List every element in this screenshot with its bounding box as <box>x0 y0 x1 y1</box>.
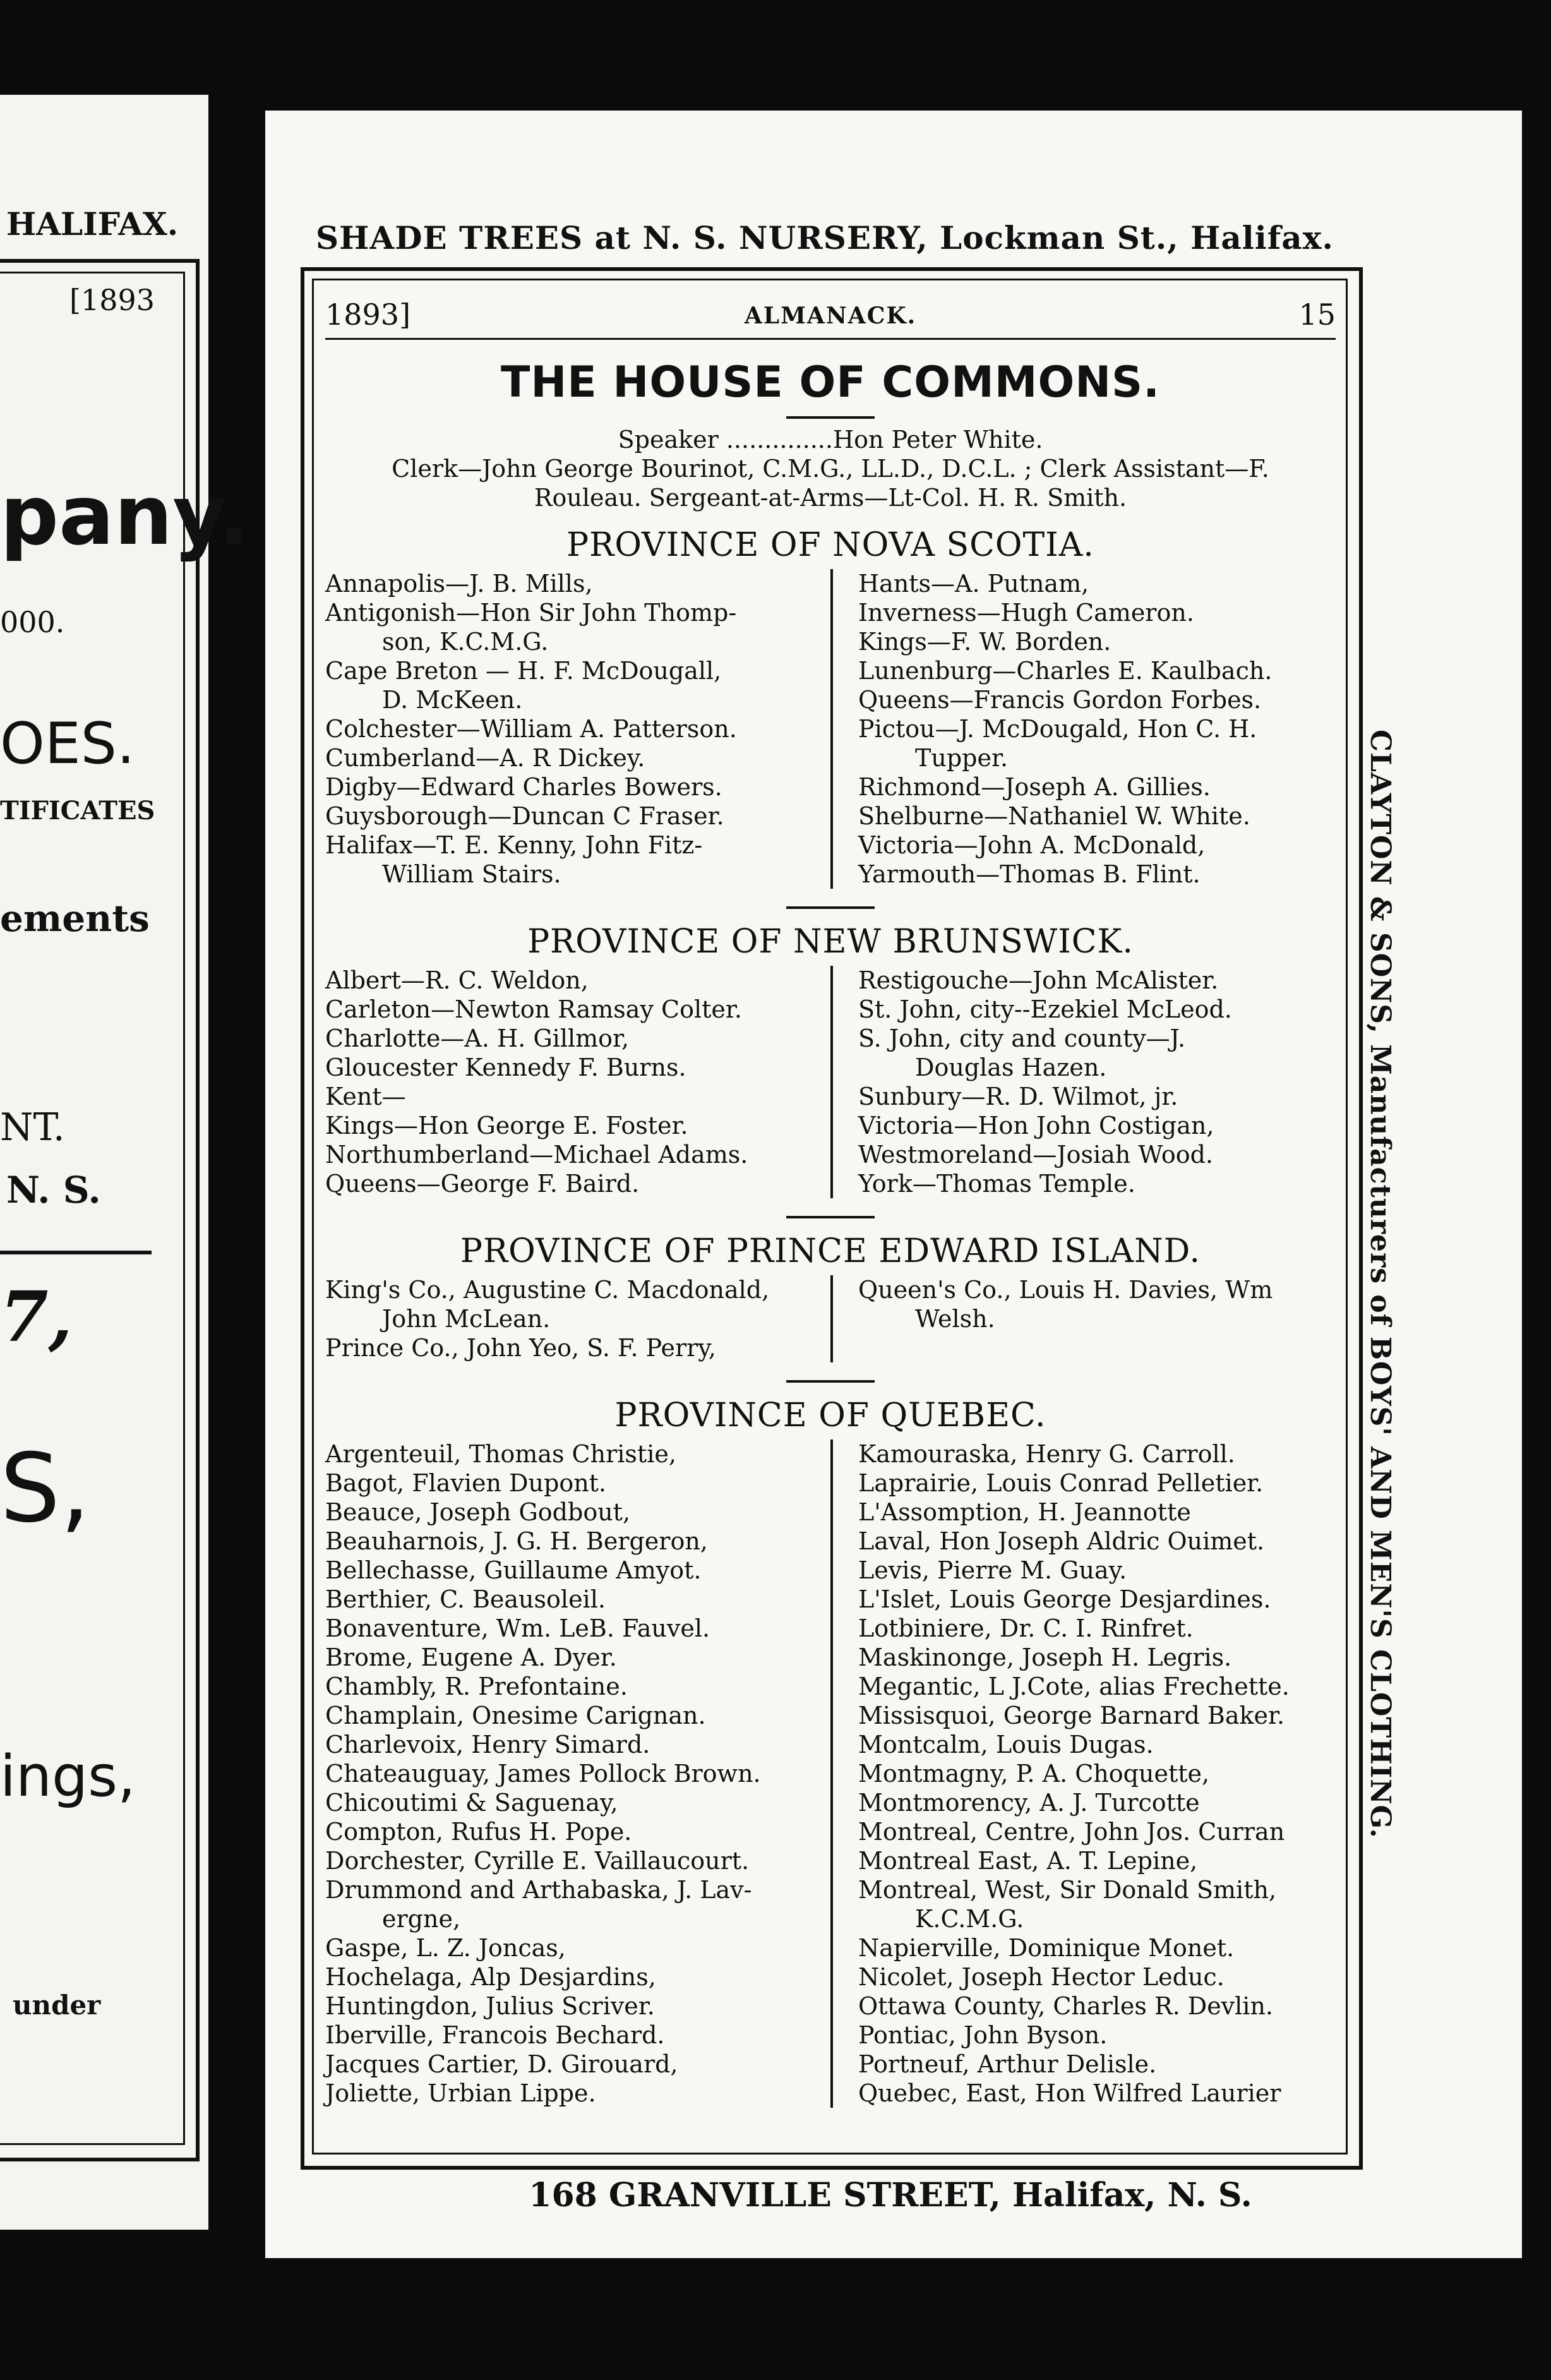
entry-line: Kings—F. W. Borden. <box>858 628 1111 656</box>
running-header <box>325 294 1336 340</box>
constituency-entry <box>325 1053 818 1082</box>
constituency-entry <box>858 2079 1336 2108</box>
constituency-entry <box>325 772 818 802</box>
entry-line: Bonaventure, Wm. LeB. Fauvel. <box>325 1614 710 1642</box>
left-fragment: TIFICATES <box>0 796 155 826</box>
province-heading: PROVINCE OF PRINCE EDWARD ISLAND. <box>460 1232 1201 1270</box>
column-left <box>325 569 830 889</box>
constituency-entry <box>858 966 1336 995</box>
constituency-entry <box>325 1527 818 1556</box>
constituency-entry <box>325 1111 818 1140</box>
left-page-fragment <box>0 95 250 2230</box>
entry-continuation: K.C.M.G. <box>915 1905 1024 1933</box>
constituency-entry <box>858 1111 1336 1140</box>
constituency-entry <box>858 1556 1336 1585</box>
entry-line: Jacques Cartier, D. Girouard, <box>325 2050 678 2078</box>
entry-line: Maskinonge, Joseph H. Legris. <box>858 1644 1232 1671</box>
entry-line: Restigouche—John McAlister. <box>858 966 1219 994</box>
entry-continuation: Welsh. <box>915 1305 995 1333</box>
province-columns <box>325 1439 1336 2108</box>
entry-continuation: John McLean. <box>382 1305 551 1333</box>
column-left <box>325 1275 830 1362</box>
constituency-entry <box>325 1992 818 2021</box>
entry-continuation: ergne, <box>382 1905 461 1933</box>
constituency-entry <box>325 1140 818 1169</box>
constituency-entry <box>325 1469 818 1498</box>
constituency-entry <box>858 831 1336 860</box>
constituency-entry <box>325 802 818 831</box>
province-heading: PROVINCE OF QUEBEC. <box>614 1397 1046 1434</box>
constituency-entry <box>325 1498 818 1527</box>
constituency-entry <box>325 1701 818 1730</box>
officers-block <box>325 425 1336 512</box>
constituency-entry <box>858 1527 1336 1556</box>
constituency-entry <box>325 1024 818 1053</box>
province-columns <box>325 966 1336 1198</box>
constituency-entry <box>858 1469 1336 1498</box>
entry-line: Digby—Edward Charles Bowers. <box>325 773 722 801</box>
entry-line: Halifax—T. E. Kenny, John Fitz- <box>325 831 703 859</box>
constituency-entry <box>858 1585 1336 1614</box>
constituency-entry <box>325 1672 818 1701</box>
entry-line: Napierville, Dominique Monet. <box>858 1934 1235 1962</box>
header-advertisement: SHADE TREES at N. S. NURSERY, Lockman St., Halifax. <box>316 219 1334 256</box>
constituency-entry <box>325 743 818 772</box>
page-title: THE HOUSE OF COMMONS. <box>501 358 1160 407</box>
constituency-entry <box>858 1614 1336 1643</box>
entry-line: Kings—Hon George E. Foster. <box>325 1112 688 1139</box>
constituency-entry <box>858 1788 1336 1817</box>
sergeant-line: Rouleau. Sergeant-at-Arms—Lt-Col. H. R. Smith. <box>534 484 1127 512</box>
entry-continuation: Douglas Hazen. <box>915 1054 1107 1081</box>
constituency-entry <box>858 1082 1336 1111</box>
speaker-line: Speaker ..............Hon Peter White. <box>618 426 1043 454</box>
left-fragment: N. S. <box>6 1169 101 1211</box>
constituency-entry <box>325 598 818 656</box>
constituency-entry <box>325 966 818 995</box>
entry-line: Lunenburg—Charles E. Kaulbach. <box>858 657 1273 685</box>
entry-line: Berthier, C. Beausoleil. <box>325 1585 606 1613</box>
constituency-entry <box>858 2021 1336 2050</box>
constituency-entry <box>325 1333 818 1362</box>
left-fragment: ings, <box>0 1743 136 1810</box>
entry-line: Montreal East, A. T. Lepine, <box>858 1847 1198 1875</box>
constituency-entry <box>858 1701 1336 1730</box>
constituency-entry <box>858 1140 1336 1169</box>
side-advertisement: CLAYTON & SONS, Manufacturers of BOYS' AND MEN'S CLOTHING. <box>1364 730 1396 1839</box>
constituency-entry <box>325 1817 818 1846</box>
entry-line: Cape Breton — H. F. McDougall, <box>325 657 722 685</box>
constituency-entry <box>325 2079 818 2108</box>
column-right <box>830 569 1336 889</box>
entry-continuation: William Stairs. <box>382 860 561 888</box>
constituency-entry <box>325 569 818 598</box>
entry-line: Chicoutimi & Saguenay, <box>325 1789 618 1817</box>
province-columns <box>325 1275 1336 1362</box>
entry-line: Beauce, Joseph Godbout, <box>325 1498 631 1526</box>
entry-line: Levis, Pierre M. Guay. <box>858 1556 1127 1584</box>
page-number: 15 <box>1298 298 1336 332</box>
entry-line: Shelburne—Nathaniel W. White. <box>858 802 1250 830</box>
entry-line: Laval, Hon Joseph Aldric Ouimet. <box>858 1527 1265 1555</box>
entry-line: Nicolet, Joseph Hector Leduc. <box>858 1963 1225 1991</box>
column-right <box>830 966 1336 1198</box>
constituency-entry <box>858 1498 1336 1527</box>
entry-line: Ottawa County, Charles R. Devlin. <box>858 1992 1274 2020</box>
constituency-entry <box>858 1439 1336 1469</box>
left-fragment: 000. <box>0 605 65 639</box>
constituency-entry <box>325 1556 818 1585</box>
section-rule <box>786 906 875 909</box>
entry-line: Montmorency, A. J. Turcotte <box>858 1789 1200 1817</box>
constituency-entry <box>325 1585 818 1614</box>
constituency-entry <box>858 569 1336 598</box>
left-fragment: NT. <box>0 1105 65 1150</box>
constituency-entry <box>858 802 1336 831</box>
entry-continuation: D. McKeen. <box>382 686 523 714</box>
entry-line: Portneuf, Arthur Delisle. <box>858 2050 1157 2078</box>
constituency-entry <box>325 1275 818 1333</box>
constituency-entry <box>858 1875 1336 1933</box>
entry-line: L'Islet, Louis George Desjardines. <box>858 1585 1271 1613</box>
constituency-entry <box>858 2050 1336 2079</box>
entry-line: Antigonish—Hon Sir John Thomp- <box>325 599 737 627</box>
constituency-entry <box>325 831 818 889</box>
entry-line: Bagot, Flavien Dupont. <box>325 1469 607 1497</box>
entry-line: Huntingdon, Julius Scriver. <box>325 1992 655 2020</box>
entry-line: Cumberland—A. R Dickey. <box>325 744 645 772</box>
entry-line: Prince Co., John Yeo, S. F. Perry, <box>325 1334 716 1362</box>
constituency-entry <box>858 1024 1336 1082</box>
entry-line: Albert—R. C. Weldon, <box>325 966 589 994</box>
entry-line: Dorchester, Cyrille E. Vaillaucourt. <box>325 1847 750 1875</box>
constituency-entry <box>325 1846 818 1875</box>
entry-line: Gloucester Kennedy F. Burns. <box>325 1054 686 1081</box>
left-fragment: [1893 <box>69 283 155 317</box>
constituency-entry <box>325 1788 818 1817</box>
entry-line: Charlevoix, Henry Simard. <box>325 1731 650 1758</box>
entry-line: Hants—A. Putnam, <box>858 570 1089 598</box>
left-fragment: S, <box>0 1434 90 1544</box>
entry-line: Queen's Co., Louis H. Davies, Wm <box>858 1276 1273 1304</box>
constituency-entry <box>858 1730 1336 1759</box>
constituency-entry <box>325 714 818 743</box>
entry-line: Guysborough—Duncan C Fraser. <box>325 802 724 830</box>
left-fragment: 7, <box>0 1276 73 1357</box>
constituency-entry <box>858 1846 1336 1875</box>
header-year: 1893] <box>325 298 411 332</box>
entry-line: Lotbiniere, Dr. C. I. Rinfret. <box>858 1614 1194 1642</box>
entry-line: Yarmouth—Thomas B. Flint. <box>858 860 1201 888</box>
entry-line: Joliette, Urbian Lippe. <box>325 2079 596 2107</box>
entry-line: Compton, Rufus H. Pope. <box>325 1818 632 1846</box>
entry-line: Kent— <box>325 1083 406 1110</box>
constituency-entry <box>858 1992 1336 2021</box>
entry-line: Carleton—Newton Ramsay Colter. <box>325 995 742 1023</box>
entry-line: St. John, city--Ezekiel McLeod. <box>858 995 1232 1023</box>
constituency-entry <box>858 714 1336 772</box>
constituency-entry <box>858 1672 1336 1701</box>
entry-line: Brome, Eugene A. Dyer. <box>325 1644 617 1671</box>
entry-line: L'Assomption, H. Jeannotte <box>858 1498 1191 1526</box>
entry-line: Victoria—John A. McDonald, <box>858 831 1206 859</box>
left-fragment: ements <box>0 897 150 940</box>
province-heading: PROVINCE OF NEW BRUNSWICK. <box>527 923 1134 961</box>
entry-line: Charlotte—A. H. Gillmor, <box>325 1025 630 1052</box>
entry-line: Pictou—J. McDougald, Hon C. H. <box>858 715 1257 743</box>
constituency-entry <box>325 1933 818 1962</box>
entry-line: Kamouraska, Henry G. Carroll. <box>858 1440 1235 1468</box>
entry-line: Montcalm, Louis Dugas. <box>858 1731 1154 1758</box>
entry-line: Sunbury—R. D. Wilmot, jr. <box>858 1083 1178 1110</box>
entry-line: Annapolis—J. B. Mills, <box>325 570 593 598</box>
section-rule <box>786 1380 875 1383</box>
constituency-entry <box>325 1730 818 1759</box>
constituency-entry <box>325 2021 818 2050</box>
entry-line: Montreal, Centre, John Jos. Curran <box>858 1818 1285 1846</box>
entry-line: Laprairie, Louis Conrad Pelletier. <box>858 1469 1264 1497</box>
constituency-entry <box>858 1817 1336 1846</box>
constituency-entry <box>858 1275 1336 1333</box>
entry-line: Beauharnois, J. G. H. Bergeron, <box>325 1527 708 1555</box>
entry-line: Richmond—Joseph A. Gillies. <box>858 773 1211 801</box>
entry-continuation: Tupper. <box>915 744 1009 772</box>
entry-line: Chateauguay, James Pollock Brown. <box>325 1760 761 1788</box>
entry-line: Queens—George F. Baird. <box>325 1170 640 1198</box>
entry-line: Iberville, Francois Bechard. <box>325 2021 665 2049</box>
column-right <box>830 1439 1336 2108</box>
entry-line: Pontiac, John Byson. <box>858 2021 1108 2049</box>
constituency-entry <box>858 1169 1336 1198</box>
constituency-entry <box>858 1643 1336 1672</box>
entry-line: Inverness—Hugh Cameron. <box>858 599 1194 627</box>
constituency-entry <box>325 995 818 1024</box>
entry-line: Northumberland—Michael Adams. <box>325 1141 748 1169</box>
constituency-entry <box>858 656 1336 685</box>
entry-continuation: son, K.C.M.G. <box>382 628 549 656</box>
entry-line: Megantic, L J.Cote, alias Frechette. <box>858 1673 1290 1700</box>
constituency-entry <box>858 1759 1336 1788</box>
column-left <box>325 1439 830 2108</box>
constituency-entry <box>858 860 1336 889</box>
entry-line: Missisquoi, George Barnard Baker. <box>858 1702 1285 1729</box>
entry-line: Queens—Francis Gordon Forbes. <box>858 686 1262 714</box>
left-fragment: HALIFAX. <box>6 205 179 243</box>
header-title: ALMANACK. <box>744 303 917 329</box>
entry-line: King's Co., Augustine C. Macdonald, <box>325 1276 770 1304</box>
constituency-entry <box>325 1082 818 1111</box>
constituency-entry <box>325 1759 818 1788</box>
almanac-page <box>265 111 1522 2258</box>
left-divider <box>0 1251 152 1254</box>
constituency-entry <box>325 1169 818 1198</box>
constituency-entry <box>858 627 1336 656</box>
entry-line: Bellechasse, Guillaume Amyot. <box>325 1556 702 1584</box>
constituency-entry <box>858 995 1336 1024</box>
constituency-entry <box>858 1962 1336 1992</box>
entry-line: Victoria—Hon John Costigan, <box>858 1112 1214 1139</box>
column-right <box>830 1275 1336 1362</box>
entry-line: Quebec, East, Hon Wilfred Laurier <box>858 2079 1281 2107</box>
page-content <box>325 294 1336 2108</box>
entry-line: Montmagny, P. A. Choquette, <box>858 1760 1210 1788</box>
constituency-entry <box>858 598 1336 627</box>
constituency-entry <box>325 1439 818 1469</box>
entry-line: Montreal, West, Sir Donald Smith, <box>858 1876 1277 1904</box>
constituency-entry <box>325 1875 818 1933</box>
left-fragment: OES. <box>0 711 135 777</box>
column-left <box>325 966 830 1198</box>
entry-line: Westmoreland—Josiah Wood. <box>858 1141 1214 1169</box>
constituency-entry <box>325 1962 818 1992</box>
clerk-line: Clerk—John George Bourinot, C.M.G., LL.D., D.C.L. ; Clerk Assistant—F. <box>392 455 1269 483</box>
constituency-entry <box>325 656 818 714</box>
province-heading: PROVINCE OF NOVA SCOTIA. <box>566 526 1094 564</box>
province-columns <box>325 569 1336 889</box>
entry-line: Gaspe, L. Z. Joncas, <box>325 1934 566 1962</box>
constituency-entry <box>858 685 1336 714</box>
entry-line: Argenteuil, Thomas Christie, <box>325 1440 676 1468</box>
entry-line: Hochelaga, Alp Desjardins, <box>325 1963 656 1991</box>
entry-line: Champlain, Onesime Carignan. <box>325 1702 706 1729</box>
left-fragment: under <box>13 1990 101 2021</box>
entry-line: S. John, city and county—J. <box>858 1025 1186 1052</box>
constituency-entry <box>325 1614 818 1643</box>
entry-line: York—Thomas Temple. <box>858 1170 1135 1198</box>
constituency-entry <box>325 1643 818 1672</box>
entry-line: Colchester—William A. Patterson. <box>325 715 737 743</box>
entry-line: Chambly, R. Prefontaine. <box>325 1673 628 1700</box>
left-fragment: pany. <box>0 467 250 563</box>
title-rule <box>786 416 875 419</box>
entry-line: Drummond and Arthabaska, J. Lav- <box>325 1876 752 1904</box>
constituency-entry <box>325 2050 818 2079</box>
constituency-entry <box>858 1933 1336 1962</box>
section-rule <box>786 1216 875 1218</box>
provinces-list <box>325 527 1336 2108</box>
constituency-entry <box>858 772 1336 802</box>
footer-advertisement: 168 GRANVILLE STREET, Halifax, N. S. <box>529 2176 1252 2215</box>
